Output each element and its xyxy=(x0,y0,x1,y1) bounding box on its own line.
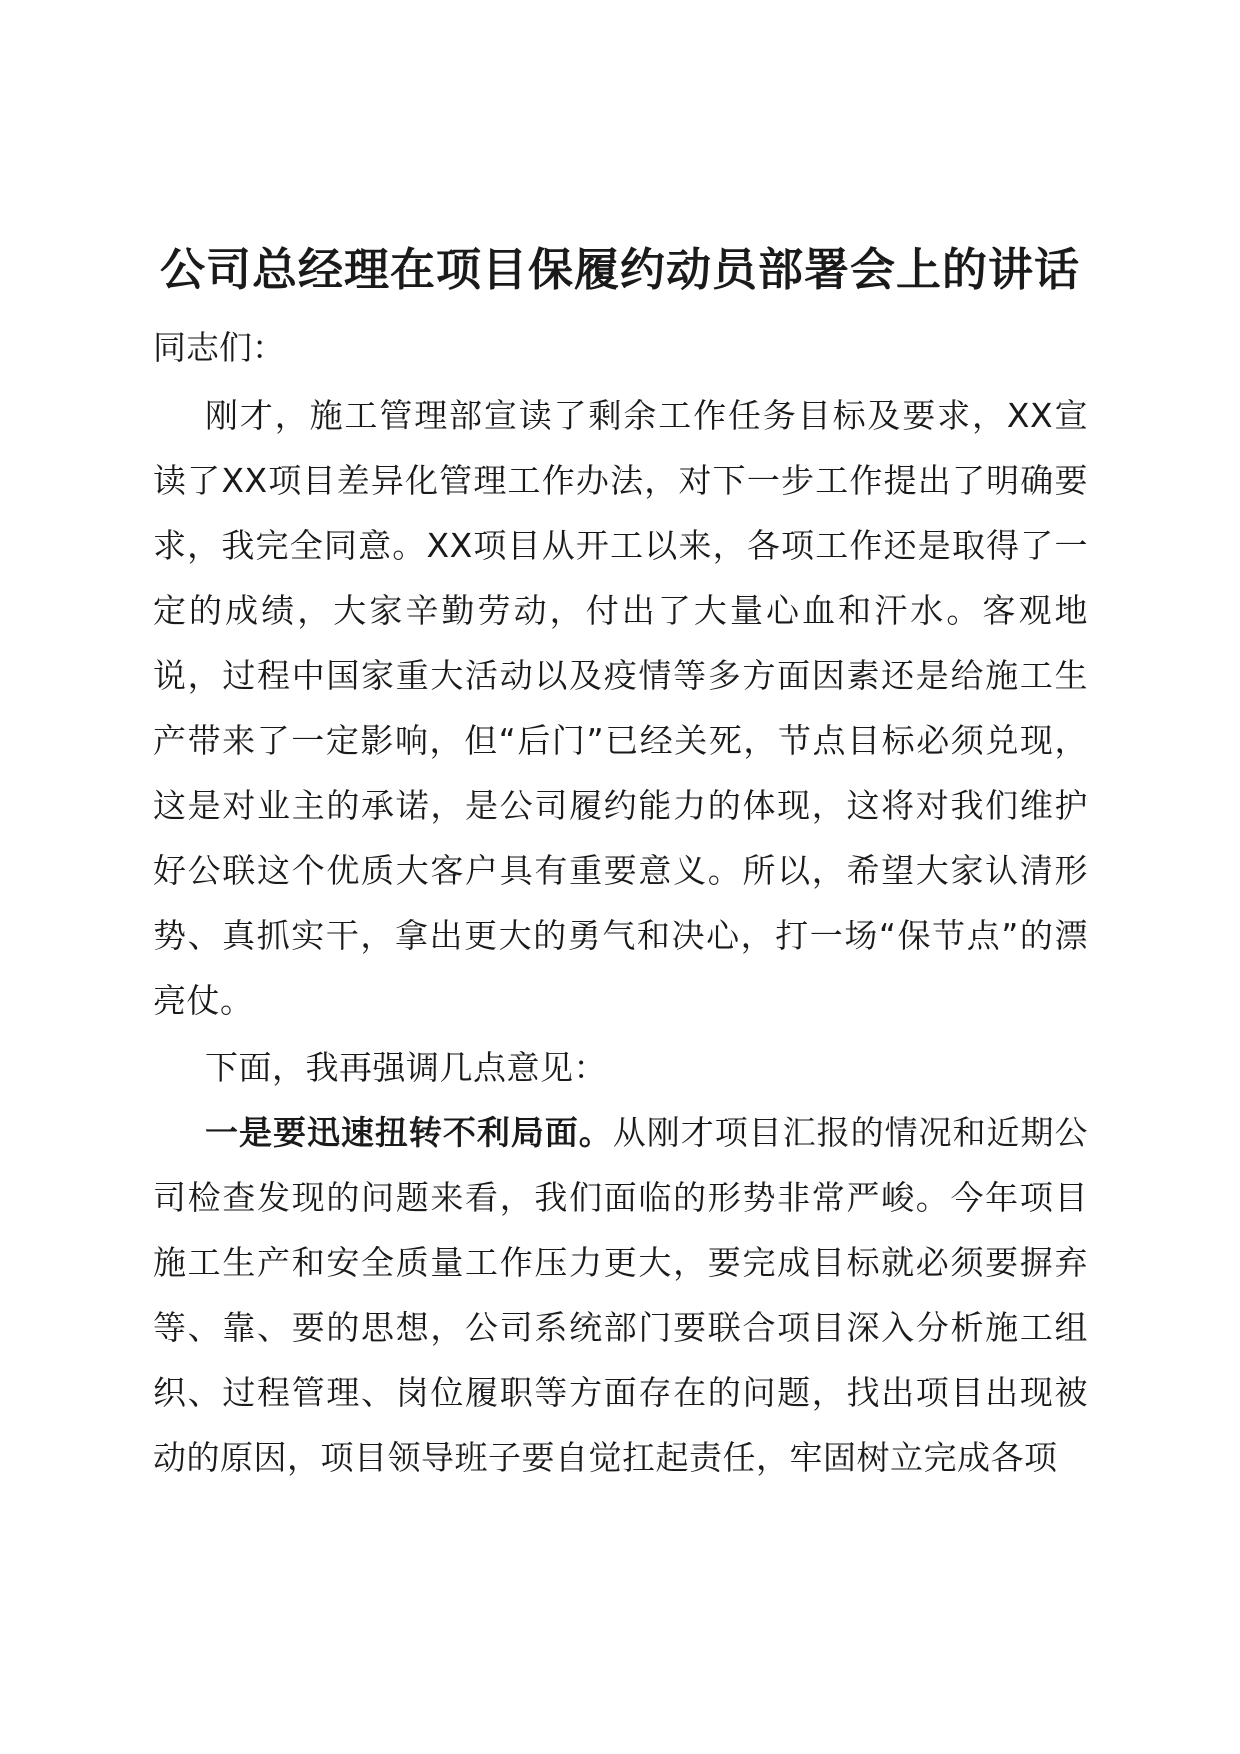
paragraph-text: 刚才，施工管理部宣读了剩余工作任务目标及要求，XX宣读了XX项目差异化管理工作办法，对下一步工作提出了明确要求，我完全同意。XX项目从开工以来，各项工作还是取得了一定的成绩，大家辛勤劳动，付出了大量心血和汗水。客观地说，过程中国家重大活动以及疫情等多方面因素还是给施工生产带来了一定影响，但“后门”已经关死，节点目标必须兑现，这是对业主的承诺，是公司履约能力的体现，这将对我们维护好公联这个优质大客户具有重要意义。所以，希望大家认清形势、真抓实干，拿出更大的勇气和决心，打一场“保节点”的漂亮仗。 xyxy=(153,396,1088,1020)
paragraph-text: 从刚才项目汇报的情况和近期公司检查发现的问题来看，我们面临的形势非常严峻。今年项目施工生产和安全质量工作压力更大，要完成目标就必须要摒弃等、靠、要的思想，公司系统部门要联合项目深入分析施工组织、过程管理、岗位履职等方面存在的问题，找出项目出现被动的原因，项目领导班子要自觉扛起责任，牢固树立完成各项 xyxy=(153,1113,1089,1477)
body-paragraph xyxy=(153,1035,1088,1100)
paragraph-text: 下面，我再强调几点意见： xyxy=(205,1048,607,1087)
body-paragraph xyxy=(153,1100,1088,1490)
salutation: 同志们： xyxy=(153,328,285,367)
body-paragraph xyxy=(153,383,1088,1033)
paragraph-lead-heading: 一是要迅速扭转不利局面。 xyxy=(205,1113,613,1152)
document-title: 公司总经理在项目保履约动员部署会上的讲话 xyxy=(159,243,1080,296)
